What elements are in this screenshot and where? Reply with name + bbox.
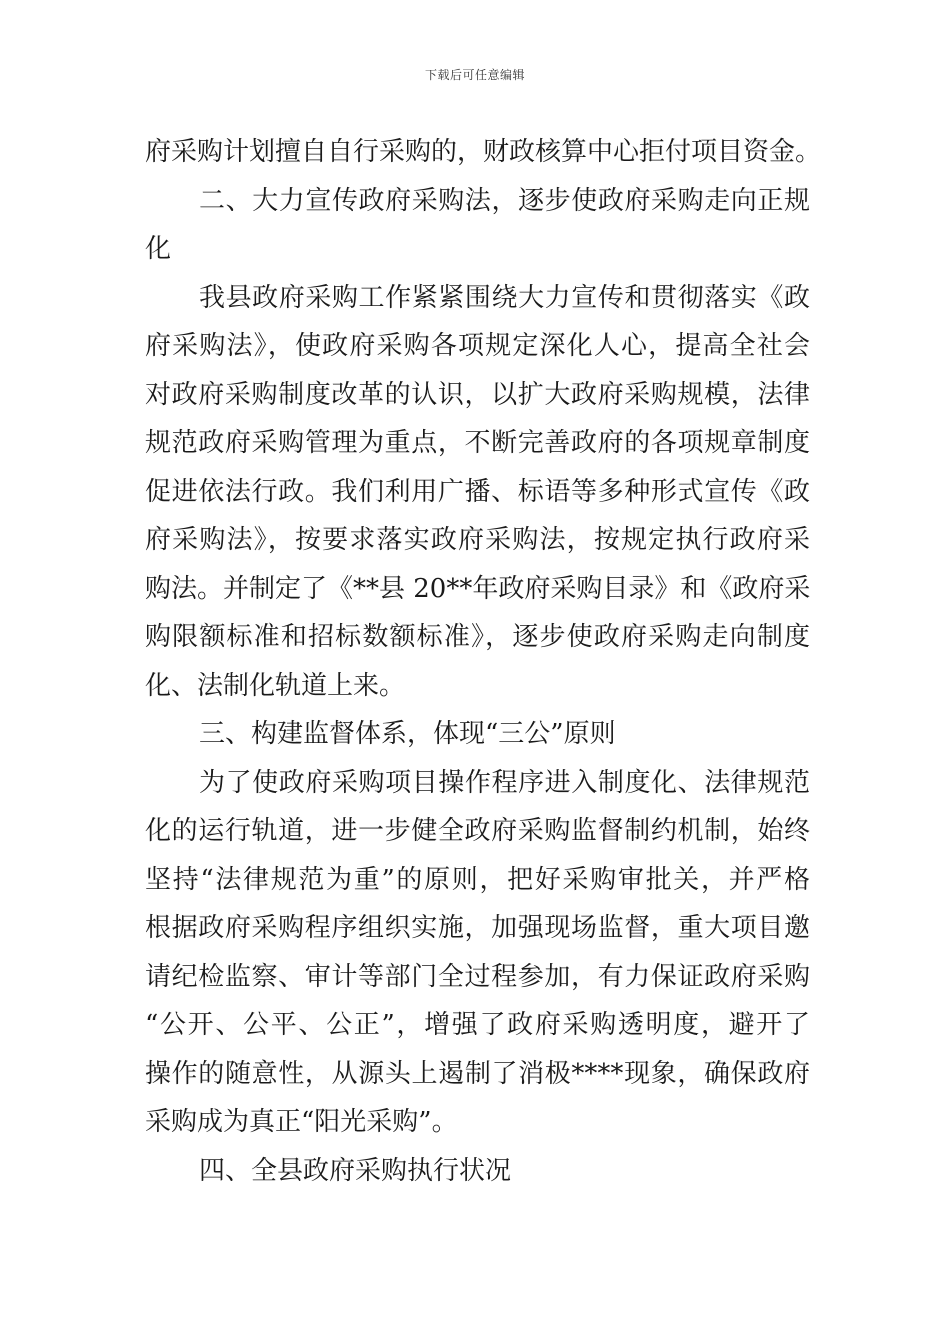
text-line: 规范政府采购管理为重点，不断完善政府的各项规章制度 — [145, 428, 810, 458]
text-line: 四、全县政府采购执行状况 — [199, 1155, 512, 1186]
text-line: 购法。并制定了《**县 20**年政府采购目录》和《政府采 — [145, 573, 811, 604]
text-line: 府采购法》，按要求落实政府采购法，按规定执行政府采 — [145, 525, 810, 555]
text-line: 为了使政府采购项目操作程序进入制度化、法律规范 — [199, 767, 810, 798]
document-body — [145, 128, 822, 1195]
text-line: 府采购计划擅自自行采购的，财政核算中心拒付项目资金。 — [145, 137, 822, 167]
text-line: 对政府采购制度改革的认识，以扩大政府采购规模，法律 — [145, 379, 810, 410]
text-line: 采购成为真正“阳光采购”。 — [145, 1107, 458, 1137]
text-line: 根据政府采购程序组织实施，加强现场监督，重大项目邀 — [145, 913, 810, 943]
text-line: 二、大力宣传政府采购法，逐步使政府采购走向正规 — [199, 185, 810, 216]
text-line: 促进依法行政。我们利用广播、标语等多种形式宣传《政 — [145, 476, 810, 507]
text-line: 操作的随意性，从源头上遏制了消极****现象，确保政府 — [145, 1058, 810, 1089]
text-line: 化的运行轨道，进一步健全政府采购监督制约机制，始终 — [145, 816, 810, 846]
text-line: 请纪检监察、审计等部门全过程参加，有力保证政府采购 — [145, 961, 810, 992]
text-line: 三、构建监督体系，体现“三公”原则 — [199, 719, 616, 749]
text-line: 我县政府采购工作紧紧围绕大力宣传和贯彻落实《政 — [199, 282, 810, 313]
text-line: 坚持“法律规范为重”的原则，把好采购审批关，并严格 — [145, 864, 810, 895]
page-header: 下载后可任意编辑 — [424, 68, 525, 82]
text-line: “公开、公平、公正”，增强了政府采购透明度，避开了 — [145, 1010, 810, 1040]
text-line: 化 — [145, 234, 172, 264]
text-line: 购限额标准和招标数额标准》，逐步使政府采购走向制度 — [145, 622, 810, 652]
text-line: 府采购法》，使政府采购各项规定深化人心，提高全社会 — [145, 331, 810, 361]
text-line: 化、法制化轨道上来。 — [145, 670, 406, 701]
